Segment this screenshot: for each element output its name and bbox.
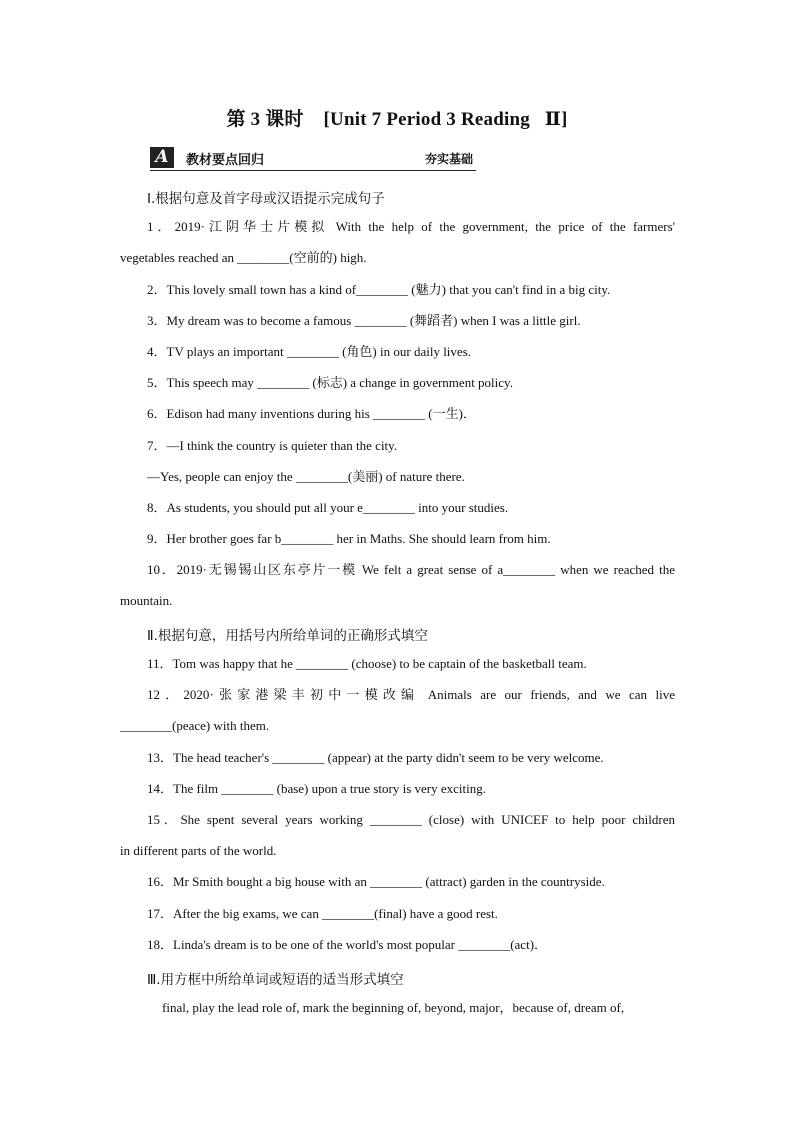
question-3: 3．My dream was to become a famous ________ (舞蹈者) when I was a little girl. [147, 313, 581, 328]
question-17: 17．After the big exams, we can ________(final) have a good rest. [147, 906, 498, 921]
banner-right-label: 夯实基础 [424, 152, 473, 166]
question-10-line-1: 10．2019·无锡锡山区东亭片一模 We felt a great sense of a________ when we reached the [147, 562, 675, 577]
question-7-line-1: 7．—I think the country is quieter than the city. [147, 438, 398, 453]
section-banner [150, 146, 476, 171]
question-10-line-2: mountain. [120, 593, 173, 608]
question-11: 11．Tom was happy that he ________ (choose) to be captain of the basketball team. [147, 656, 587, 671]
question-4: 4．TV plays an important ________ (角色) in our daily lives. [147, 344, 471, 359]
question-5: 5．This speech may ________ (标志) a change in government policy. [147, 375, 513, 390]
banner-badge: A [150, 147, 174, 168]
question-6: 6．Edison had many inventions during his ________ (一生)． [147, 406, 476, 421]
question-1-line-2: vegetables reached an ________(空前的) high. [120, 250, 367, 265]
question-9: 9．Her brother goes far b________ her in Maths. She should learn from him. [147, 531, 551, 546]
question-14: 14．The film ________ (base) upon a true story is very exciting. [147, 781, 487, 796]
section-3-heading: Ⅲ.用方框中所给单词或短语的适当形式填空 [147, 972, 404, 988]
section-2-heading: Ⅱ.根据句意，用括号内所给单词的正确形式填空 [147, 628, 428, 644]
question-1-line-1: 1．2019·江阴华士片模拟 With the help of the government, the price of the farmers' [147, 219, 675, 234]
question-15-line-1: 15．She spent several years working ________ (close) with UNICEF to help poor children [147, 812, 675, 827]
question-13: 13．The head teacher's ________ (appear) at the party didn't seem to be very welcome. [147, 750, 604, 765]
page-title: 第 3 课时 [Unit 7 Period 3 Reading Ⅱ] [226, 109, 568, 130]
question-15-line-2: in different parts of the world. [120, 843, 277, 858]
word-box: final, play the lead role of, mark the beginning of, beyond, major，because of, dream of, [162, 1000, 625, 1015]
question-12-line-1: 12．2020·张家港梁丰初中一模改编 Animals are our friends, and we can live [147, 687, 675, 702]
section-1-heading: Ⅰ.根据句意及首字母或汉语提示完成句子 [147, 191, 385, 207]
banner-label: 教材要点回归 [186, 153, 265, 168]
question-16: 16．Mr Smith bought a big house with an ________ (attract) garden in the countryside. [147, 874, 605, 889]
question-12-line-2: ________(peace) with them. [120, 718, 270, 733]
question-2: 2．This lovely small town has a kind of________ (魅力) that you can't find in a big city. [147, 282, 611, 297]
question-8: 8．As students, you should put all your e________ into your studies. [147, 500, 509, 515]
question-18: 18．Linda's dream is to be one of the world's most popular ________(act)． [147, 937, 548, 952]
question-7-line-2: —Yes, people can enjoy the ________(美丽) of nature there. [147, 469, 465, 484]
